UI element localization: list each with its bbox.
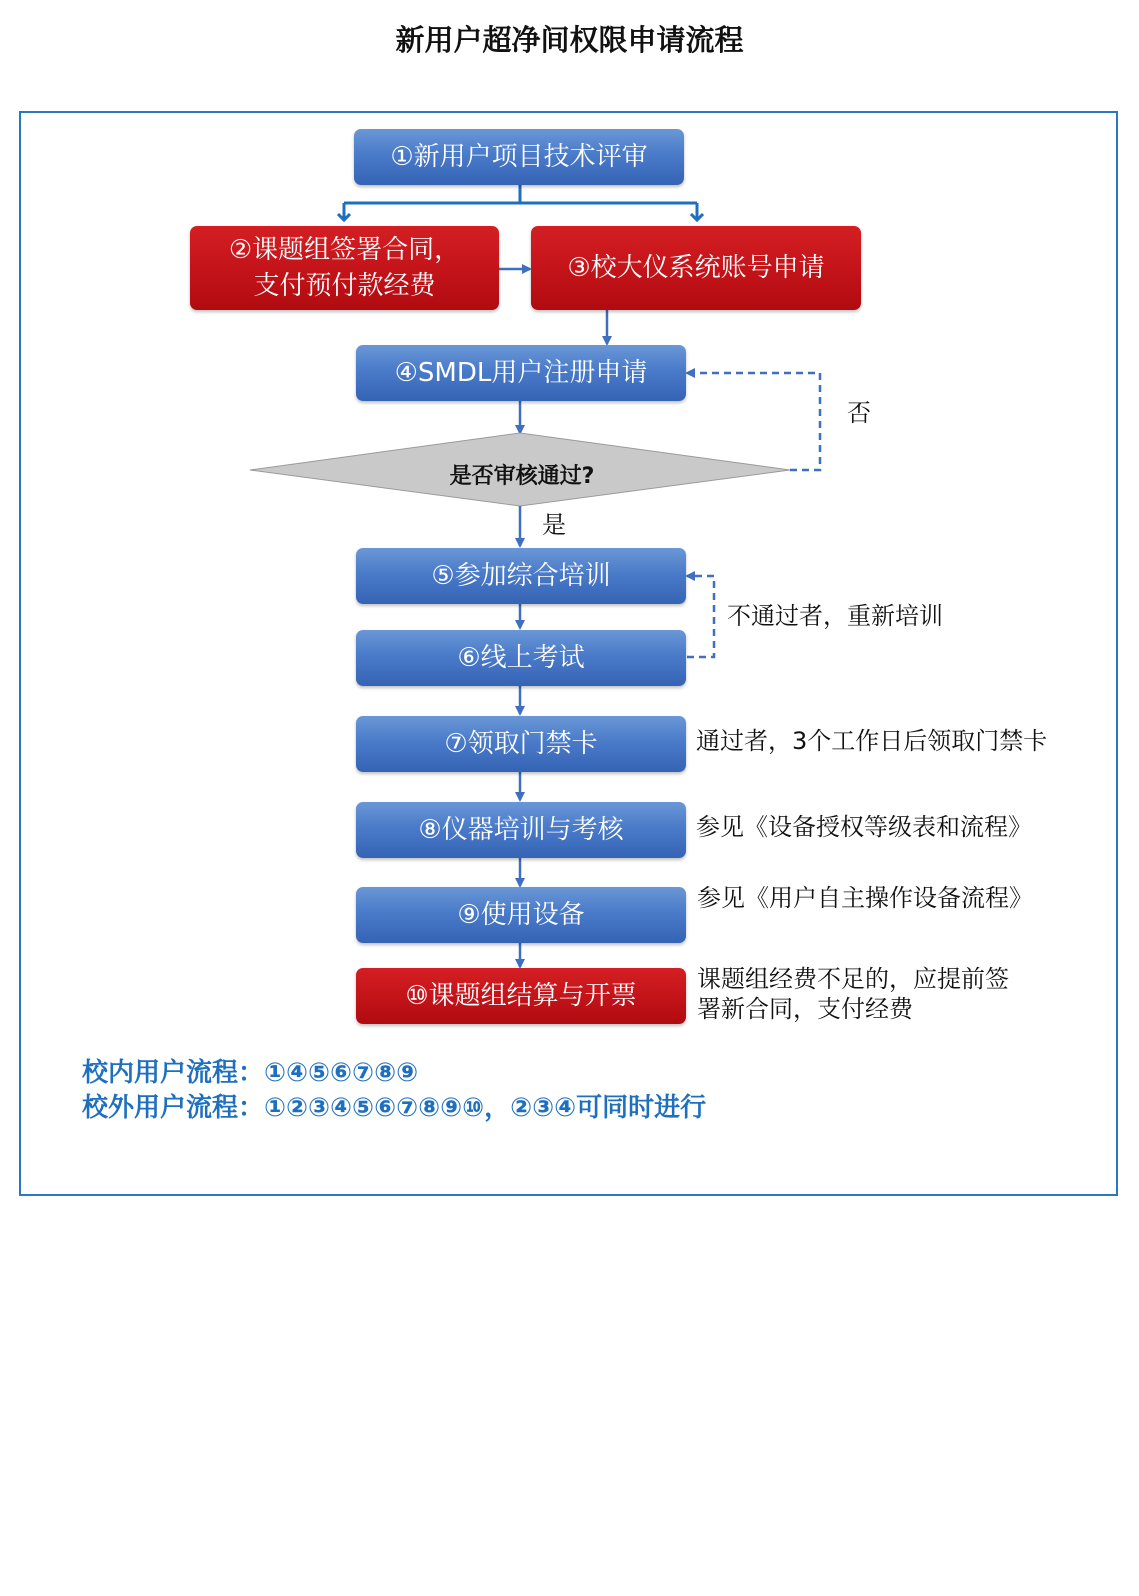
decision-label: 是否审核通过? xyxy=(449,464,595,489)
step-6-label: ⑥线上考试 xyxy=(457,643,585,673)
step-6-online-exam xyxy=(356,630,686,686)
yes-label: 是 xyxy=(542,511,566,539)
step-2-label-line2: 支付预付款经费 xyxy=(253,271,436,301)
step-7-access-card xyxy=(356,716,686,772)
note-settle xyxy=(697,964,1009,1024)
summary-internal: 校内用户流程：①④⑤⑥⑦⑧⑨ xyxy=(82,1058,419,1088)
step-2-label-line1: ②课题组签署合同， xyxy=(228,235,461,265)
note-card: 通过者，3个工作日后领取门禁卡 xyxy=(696,727,1048,755)
step-5-training xyxy=(356,548,686,604)
step-3-account-application xyxy=(531,226,861,310)
step-10-label: ⑩课题组结算与开票 xyxy=(405,981,637,1011)
page-title: 新用户超净间权限申请流程 xyxy=(395,23,744,57)
loop-no-connector xyxy=(687,373,820,470)
note-instrument: 参见《设备授权等级表和流程》 xyxy=(696,813,1032,841)
step-3-label: ③校大仪系统账号申请 xyxy=(567,253,825,283)
step-10-settlement xyxy=(356,968,686,1024)
note-settle-line1: 课题组经费不足的，应提前签 xyxy=(697,965,1009,993)
step-8-instrument-training xyxy=(356,802,686,858)
step-1-label: ①新用户项目技术评审 xyxy=(390,142,648,172)
summary-external: 校外用户流程：①②③④⑤⑥⑦⑧⑨⑩，②③④可同时进行 xyxy=(82,1093,707,1123)
step-9-label: ⑨使用设备 xyxy=(457,900,585,930)
note-retrain: 不通过者，重新培训 xyxy=(727,602,943,630)
note-settle-line2: 署新合同，支付经费 xyxy=(697,995,913,1023)
step-4-smdl-registration xyxy=(356,345,686,401)
step-2-sign-contract xyxy=(190,226,499,310)
note-use: 参见《用户自主操作设备流程》 xyxy=(697,884,1033,912)
step-1-tech-review xyxy=(354,129,684,185)
step-7-label: ⑦领取门禁卡 xyxy=(444,729,598,759)
split-connector xyxy=(344,185,697,220)
step-9-use-equipment xyxy=(356,887,686,943)
loop-retrain-connector xyxy=(687,576,714,657)
no-label: 否 xyxy=(847,399,871,427)
step-8-label: ⑧仪器培训与考核 xyxy=(418,815,624,845)
step-4-label: ④SMDL用户注册申请 xyxy=(394,358,648,388)
step-5-label: ⑤参加综合培训 xyxy=(431,561,611,591)
